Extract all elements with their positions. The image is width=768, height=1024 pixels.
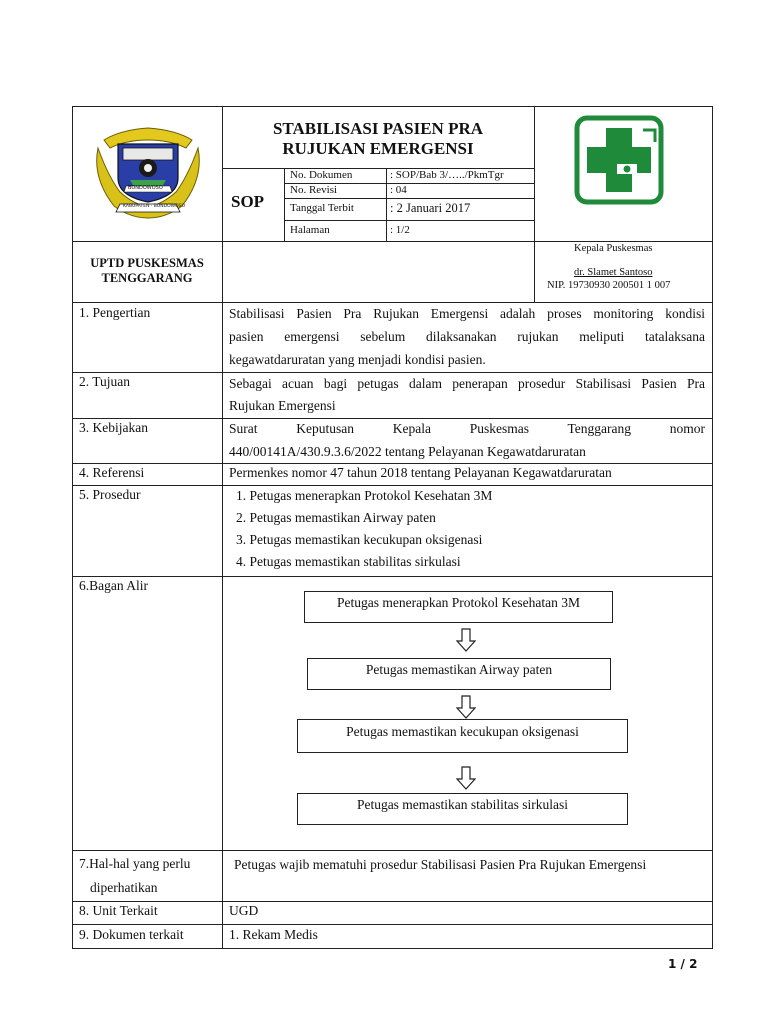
flow-step-2: Petugas memastikan Airway paten	[307, 658, 611, 690]
label-hal-hal-line-2: diperhatikan	[90, 880, 158, 895]
prosedur-item-3: 3. Petugas memastikan kecukupan oksigenasi	[236, 532, 483, 547]
tujuan-line-1: Sebagai acuan bagi petugas dalam penerapan prosedur Stabilisasi Pasien Pra	[229, 376, 705, 391]
label-kebijakan: 3. Kebijakan	[79, 420, 148, 435]
logo-left-text: BONDOWOSO	[128, 185, 163, 191]
down-arrow-icon	[456, 695, 476, 719]
label-tujuan: 2. Tujuan	[79, 374, 131, 389]
kebijakan-line-2: 440/00141A/430.9.3.6/2022 tentang Pelayanan Kegawatdaruratan	[229, 444, 586, 459]
label-prosedur: 5. Prosedur	[79, 487, 141, 502]
institution-line-2: TENGGARANG	[101, 271, 193, 285]
down-arrow-icon	[456, 628, 476, 652]
prosedur-item-1: 1. Petugas menerapkan Protokol Kesehatan 3M	[236, 488, 493, 503]
kebijakan-line-1: Surat Keputusan Kepala Puskesmas Tenggarang nomor	[229, 421, 705, 436]
doc-field-value-no-dokumen: : SOP/Bab 3/…../PkmTgr	[390, 169, 504, 181]
doc-field-label-halaman: Halaman	[290, 224, 330, 236]
label-bagan-alir: 6.Bagan Alir	[79, 578, 148, 593]
flow-step-4: Petugas memastikan stabilitas sirkulasi	[297, 793, 628, 825]
tujuan-line-2: Rujukan Emergensi	[229, 398, 336, 413]
label-dokumen-terkait: 9. Dokumen terkait	[79, 927, 184, 942]
pengertian-line-3: kegawatdaruratan yang menjadi kondisi pasien.	[229, 352, 486, 367]
institution-name	[72, 256, 222, 286]
down-arrow-icon	[456, 766, 476, 790]
dokumen-terkait-text: 1. Rekam Medis	[229, 927, 318, 942]
sop-label: SOP	[231, 192, 265, 211]
title-line-1: STABILISASI PASIEN PRA	[272, 119, 484, 138]
flow-step-1: Petugas menerapkan Protokol Kesehatan 3M	[304, 591, 613, 623]
label-hal-hal-line-1: 7.Hal-hal yang perlu	[79, 856, 191, 871]
hal-hal-text: Petugas wajib mematuhi prosedur Stabilisasi Pasien Pra Rujukan Emergensi	[234, 857, 647, 872]
doc-field-label-no-revisi: No. Revisi	[290, 184, 338, 196]
doc-field-value-halaman: : 1/2	[390, 224, 410, 236]
logo-left	[90, 118, 206, 224]
pengertian-line-2: pasien emergensi sebelum dilaksanakan rujukan meliputi tatalaksana	[229, 329, 705, 344]
head-nip: NIP. 19730930 200501 1 007	[547, 280, 671, 291]
prosedur-item-2: 2. Petugas memastikan Airway paten	[236, 510, 436, 525]
unit-terkait-text: UGD	[229, 903, 259, 918]
pengertian-line-1: Stabilisasi Pasien Pra Rujukan Emergensi adalah proses monitoring kondisi	[229, 306, 705, 321]
referensi-text: Permenkes nomor 47 tahun 2018 tentang Pelayanan Kegawatdaruratan	[229, 465, 612, 480]
head-title: Kepala Puskesmas	[574, 243, 653, 254]
puskesmas-cross-icon	[573, 114, 665, 206]
label-pengertian: 1. Pengertian	[79, 305, 151, 320]
label-referensi: 4. Referensi	[79, 465, 145, 480]
title-line-2: RUJUKAN EMERGENSI	[282, 139, 474, 158]
doc-field-value-tanggal-terbit: : 2 Januari 2017	[390, 201, 471, 215]
head-name: dr. Slamet Santoso	[574, 267, 653, 278]
logo-right	[573, 114, 665, 206]
doc-field-value-no-revisi: : 04	[390, 184, 407, 196]
doc-field-label-tanggal-terbit: Tanggal Terbit	[290, 202, 354, 214]
prosedur-item-4: 4. Petugas memastikan stabilitas sirkulasi	[236, 554, 461, 569]
logo-left-ribbon: KABUPATEN · BONDOWOSO	[123, 204, 186, 209]
page-number: 1 / 2	[668, 957, 698, 971]
flow-step-3: Petugas memastikan kecukupan oksigenasi	[297, 719, 628, 753]
label-unit-terkait: 8. Unit Terkait	[79, 903, 158, 918]
document-title	[222, 119, 534, 159]
doc-field-label-no-dokumen: No. Dokumen	[290, 169, 353, 181]
institution-line-1: UPTD PUSKESMAS	[90, 256, 204, 270]
